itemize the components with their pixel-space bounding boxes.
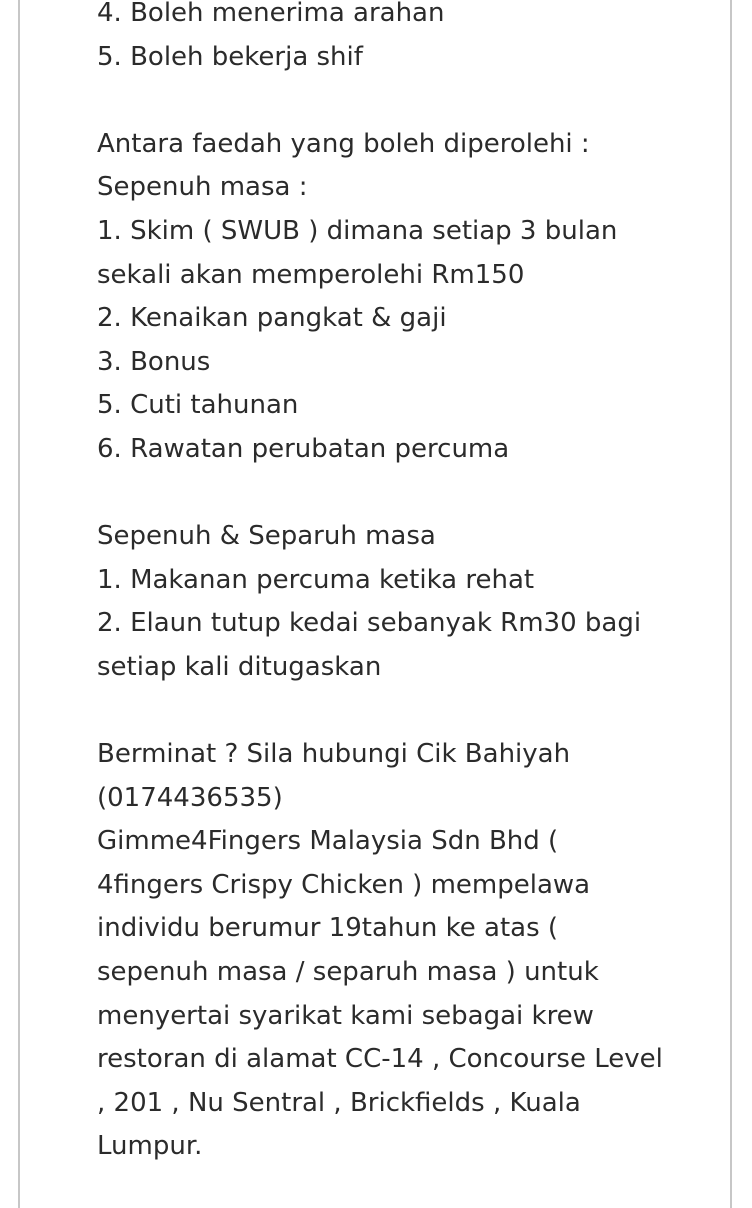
text-line: Gimme4Fingers Malaysia Sdn Bhd ( [97, 826, 559, 857]
text-line: setiap kali ditugaskan [97, 651, 382, 682]
text-line: Berminat ? Sila hubungi Cik Bahiyah [97, 739, 571, 770]
full-time-benefits-block [97, 123, 697, 472]
text-line: menyertai syarikat kami sebagai krew [97, 1000, 594, 1031]
text-line: 3. Bonus [97, 346, 211, 377]
text-line: 2. Elaun tutup kedai sebanyak Rm30 bagi [97, 608, 642, 639]
text-line: restoran di alamat CC-14 , Concourse Level [97, 1044, 663, 1075]
requirements-block [97, 0, 697, 79]
text-line: Sepenuh & Separuh masa [97, 521, 436, 552]
paragraph-gap [97, 472, 697, 516]
text-line: Antara faedah yang boleh diperolehi : [97, 128, 590, 159]
text-line: 4fingers Crispy Chicken ) mempelawa [97, 869, 591, 900]
text-line: , 201 , Nu Sentral , Brickfields , Kuala [97, 1087, 581, 1118]
paragraph-gap [97, 690, 697, 734]
text-line: sekali akan memperolehi Rm150 [97, 259, 525, 290]
text-line: Sepenuh masa : [97, 172, 308, 203]
text-line: 1. Makanan percuma ketika rehat [97, 564, 535, 595]
text-line: 4. Boleh menerima arahan [97, 0, 445, 28]
text-line: 5. Boleh bekerja shif [97, 41, 363, 72]
phone-number: (0174436535) [97, 782, 283, 813]
text-line: 5. Cuti tahunan [97, 390, 299, 421]
text-line: 2. Kenaikan pangkat & gaji [97, 303, 447, 334]
text-line: sepenuh masa / separuh masa ) untuk [97, 957, 599, 988]
text-line: 1. Skim ( SWUB ) dimana setiap 3 bulan [97, 215, 618, 246]
text-line: 6. Rawatan perubatan percuma [97, 433, 510, 464]
post-body [97, 0, 697, 1169]
paragraph-gap [97, 79, 697, 123]
text-line: individu berumur 19tahun ke atas ( [97, 913, 559, 944]
text-line: Lumpur. [97, 1131, 203, 1162]
contact-block [97, 733, 697, 1169]
full-part-time-benefits-block [97, 515, 697, 689]
